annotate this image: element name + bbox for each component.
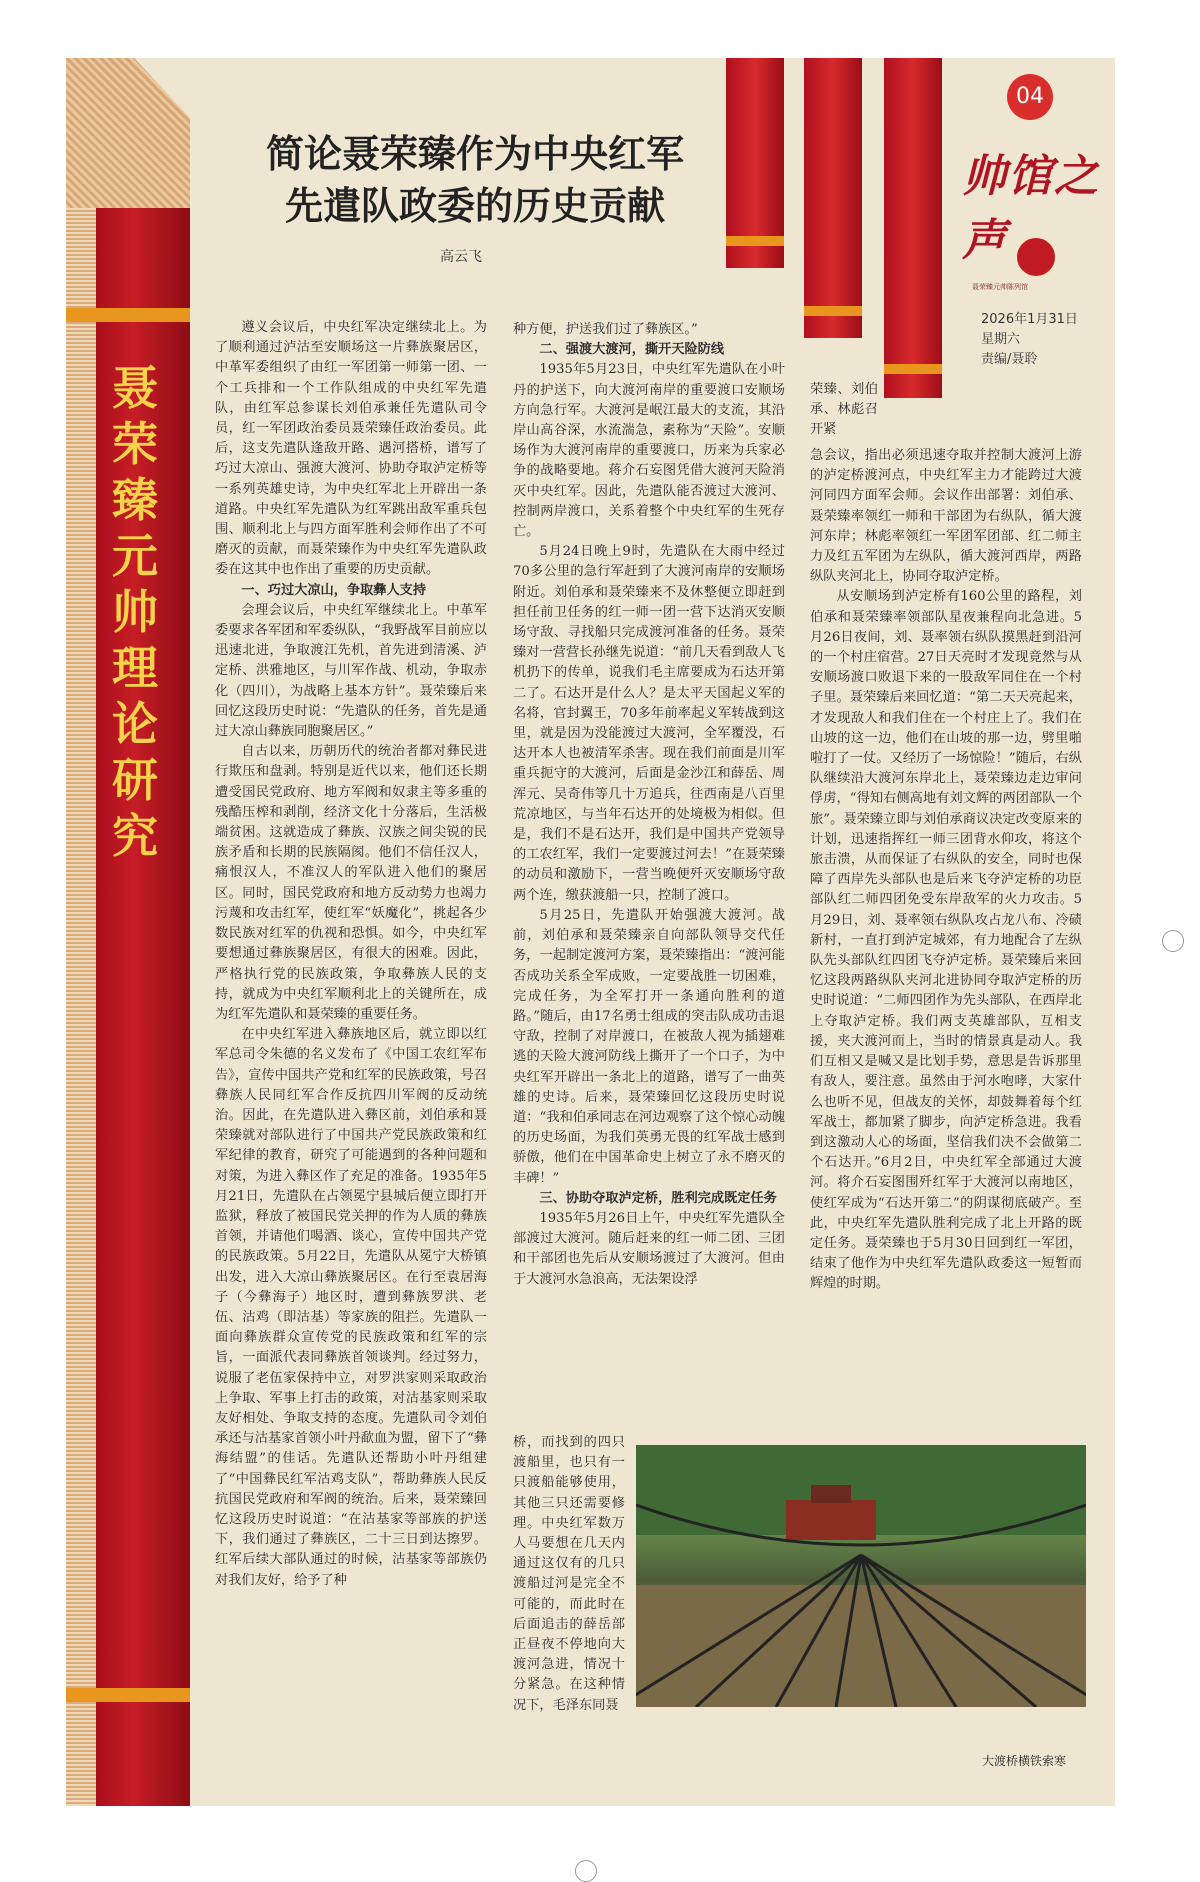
article-paragraph: 会理会议后，中央红军继续北上。中革军委要求各军团和军委纵队，“我野战军目前应以迅速北进，争取渡江先机，首先进到清溪、泸定桥、洪雅地区，与川军作战、机动，争取赤化（四川），为战略上基本方针”。聂荣臻后来回忆这段历史时说：“先遣队的任务，首先是通过大凉山彝族同胞聚居区。” (215, 602, 487, 740)
article-paragraph: 1935年5月26日上午，中央红军先遣队全部渡过大渡河。随后赶来的红一师二团、三团和干部团也先后从安顺场渡过了大渡河。但由于大渡河水急浪高，无法架设浮 (513, 1210, 785, 1287)
issue-date: 2026年1月31日 (981, 312, 1078, 327)
article-paragraph: 自古以来，历朝历代的统治者都对彝民进行欺压和盘剥。特别是近代以来，他们还长期遭受国民党政府、地方军阀和奴隶主等多重的残酷压榨和剥削，经济文化十分落后，生活极端贫困。这就造成了彝族、汉族之间尖锐的民族矛盾和长期的民族隔阂。他们不信任汉人，痛恨汉人，不准汉人的军队进入他们的聚居区。同时，国民党政府和地方反动势力也竭力污蔑和攻击红军，使红军“妖魔化”，挑起各少数民族对红军的仇视和恐惧。如今，中央红军要想通过彝族聚居区，有很大的困难。因此，严格执行党的民族政策，争取彝族人民的支持，就成为中央红军顺利北上的关键所在，成为红军先遣队和聂荣臻的重要任务。 (215, 744, 487, 1022)
bridge-photo-illustration (636, 1445, 1086, 1707)
article-paragraph: 种方便，护送我们过了彝族区。” (513, 322, 698, 337)
headline-line: 简论聂荣臻作为中央红军 (265, 132, 684, 176)
article-paragraph: 桥，而找到的四只渡船里，也只有一只渡船能够使用，其他三只还需要修理。中央红军数万人马要想在几天内通过这仅有的几只渡船过河是完全不可能的，而此时在后面追击的薛岳部正昼夜不停地向大渡河急进，情况十分紧急。在这种情况下，毛泽东同聂 (513, 1435, 625, 1713)
vertical-title-char: 研 (112, 753, 158, 807)
section-heading: 一、巧过大凉山，争取彝人支持 (241, 582, 427, 598)
issue-weekday: 星期六 (981, 332, 1021, 347)
headline-line: 先遣队政委的历史贡献 (284, 184, 665, 228)
registration-mark (1162, 930, 1184, 952)
article-column-3 (810, 446, 1082, 1295)
ribbon (804, 58, 862, 338)
section-heading: 三、协助夺取泸定桥，胜利完成既定任务 (539, 1190, 777, 1206)
article-paragraph: 5月24日晚上9时，先遣队在大雨中经过70多公里的急行军赶到了大渡河南岸的安顺场附近。刘伯承和聂荣臻来不及休整便立即赶到担任前卫任务的红一师一团一营下达消灭安顺场守敌、寻找船只完成渡河准备的任务。聂荣臻对一营营长孙继先说道：“前几天看到敌人飞机扔下的传单，说我们毛主席要成为石达开第二了。石达开是什么人？是太平天国起义军的名将，官封翼王，70多年前率起义军转战到这里，就是因为没能渡过大渡河，全军覆没，石达开本人也被清军杀害。现在我们前面是川军重兵扼守的大渡河，后面是金沙江和薛岳、周浑元、吴奇伟等几十万追兵，往西南是八百里荒凉地区，与当年石达开的处境极为相似。但是，我们不是石达开，我们是中国共产党领导的工农红军，我们一定要渡过河去！”在聂荣臻的动员和激励下，一营当晚便歼灭安顺场守敌两个连，缴获渡船一只，控制了渡口。 (513, 544, 785, 903)
book-pages-edge (66, 208, 96, 1806)
book-pages-top (66, 58, 190, 208)
vertical-title-char: 臻 (112, 473, 158, 527)
vertical-title-char: 论 (112, 697, 158, 751)
photo-caption: 大渡桥横铁索寒 (982, 1754, 1067, 1768)
article-paragraph: 荣臻、刘伯承、林彪召开紧 (810, 382, 878, 438)
article-column-2 (513, 320, 785, 1290)
vertical-title-char: 帅 (112, 585, 158, 639)
museum-emblem-icon (1015, 236, 1057, 278)
article-paragraph: 从安顺场到泸定桥有160公里的路程，刘伯承和聂荣臻率领部队星夜兼程向北急进。5月26日夜间，刘、聂率领右纵队摸黑赶到沿河的一个村庄宿营。27日天亮时才发现竟然与从安顺场渡口败退下来的一股敌军同住在一个村子里。聂荣臻后来回忆道：“第二天天亮起来，才发现敌人和我们住在一个村庄上了。我们在山坡的这一边，他们在山坡的那一边，劈里啪啦打了一仗。又经历了一场惊险！”随后，右纵队继续沿大渡河东岸北上，聂荣臻边走边审问俘虏，“得知右侧高地有刘文辉的两团部队一个旅”。聂荣臻立即与刘伯承商议决定改变原来的计划，迅速指挥红一师三团背水仰攻，将这个旅击溃，从而保证了右纵队的安全，同时也保障了西岸先头部队也是后来飞夺泸定桥的功臣部队红二师四团免受东岸敌军的火力攻击。5月29日，刘、聂率领右纵队攻占龙八布、冷碛新村，一直打到泸定城郊，有力地配合了左纵队先头部队红四团飞夺泸定桥。聂荣臻后来回忆这段两路纵队夹河北进协同夺取泸定桥的历史时说道：“二师四团作为先头部队，在西岸北上夺取泸定桥。我们两支英雄部队，互相支援，夹大渡河而上，当时的情景真是动人。我们互相又是喊又是比划手势，意思是告诉那里有敌人，要注意。虽然由于河水咆哮，大家什么也听不见，但战友的关怀，却鼓舞着每个红军战士，都加紧了脚步，向泸定桥急进。我看到这激动人心的场面，坚信我们决不会做第二个石达开。”6月2日，中央红军全部通过大渡河。将介石妄图围歼红军于大渡河以南地区，使红军成为“石达开第二”的阴谋彻底破产。至此，中央红军先遣队胜利完成了北上开路的既定任务。聂荣臻也于5月30日回到红一军团，结束了他作为中央红军先遣队政委这一短暂而辉煌的时期。 (810, 589, 1082, 1292)
book-band (66, 1688, 190, 1702)
book-illustration (66, 58, 190, 1806)
vertical-title-char: 元 (112, 529, 158, 583)
article-paragraph: 遵义会议后，中央红军决定继续北上。为了顺利通过泸沽至安顺场这一片彝族聚居区，中革军委组织了由红一军团第一师第一团、一个工兵排和一个工作队组成的中央红军先遣队，由红军总参谋长刘伯承兼任先遣队司令员，红一军团政治委员聂荣臻任政治委员。此后，这支先遣队逢敌开路、遇河搭桥，谱写了巧过大凉山、强渡大渡河、协助夺取泸定桥等一系列英雄史诗，为中央红军北上开辟出一条道路。中央红军先遣队为红军跳出敌军重兵包围、顺利北上与四方面军胜利会师作出了不可磨灭的贡献，而聂荣臻作为中央红军先遣队政委在这其中也作出了重要的历史贡献。 (215, 320, 487, 578)
article-paragraph: 1935年5月23日，中央红军先遣队在小叶丹的护送下，向大渡河南岸的重要渡口安顺场方向急行军。大渡河是岷江最大的支流，其沿岸山高谷深，水流湍急，素称为“天险”。安顺场作为大渡河南岸的重要渡口，历来为兵家必争的战略要地。蒋介石妄图凭借大渡河天险消灭中央红军。因此，先遣队能否渡过大渡河、控制两岸渡口，关系着整个中央红军的生死存亡。 (513, 362, 785, 540)
emblem-text: 聂荣臻元帅陈列馆 (972, 283, 1028, 291)
issue-editor: 责编/聂聆 (981, 352, 1038, 367)
vertical-title-char: 究 (112, 809, 158, 863)
article-column-1 (215, 318, 487, 1591)
article-author: 高云飞 (440, 249, 482, 265)
issue-meta (981, 310, 1078, 370)
vertical-section-title (100, 360, 170, 864)
page-number-badge: 04 (1007, 74, 1053, 120)
article-paragraph: 5月25日，先遣队开始强渡大渡河。战前，刘伯承和聂荣臻亲自向部队领导交代任务，一起制定渡河方案，聂荣臻指出：“渡河能否成功关系全军成败，一定要战胜一切困难，完成任务，为全军打开一条通向胜利的道路。”随后，由17名勇士组成的突击队成功击退守敌，控制了对岸渡口，在被敌人视为插翅难逃的天险大渡河防线上撕开了一个口子，为中央红军开辟出一条北上的道路，谱写了一曲英雄的史诗。后来，聂荣臻回忆这段历史时说道：“我和伯承同志在河边观察了这个惊心动魄的历史场面，为我们英勇无畏的红军战士感到骄傲，他们在中国革命史上树立了永不磨灭的丰碑！” (513, 907, 785, 1186)
dadu-bridge-photo (636, 1445, 1086, 1707)
vertical-title-char: 荣 (112, 417, 158, 471)
book-band (66, 308, 190, 322)
ribbon (884, 58, 942, 398)
vertical-title-char: 聂 (112, 361, 158, 415)
article-headline (215, 128, 735, 232)
article-column-3-top (810, 380, 878, 441)
article-column-2-narrow (513, 1433, 625, 1716)
column-brand-calligraphy: 帅馆之声 (962, 151, 1100, 266)
section-heading: 二、强渡大渡河，撕开天险防线 (539, 342, 725, 358)
article-paragraph: 在中央红军进入彝族地区后，就立即以红军总司令朱德的名义发布了《中国工农红军布告》，宣传中国共产党和红军的民族政策，号召彝族人民同红军合作反抗四川军阀的反动统治。因此，在先遣队进入彝区前，刘伯承和聂荣臻就对部队进行了中国共产党民族政策和红军纪律的教育，研究了可能遇到的各种问题和对策，为进入彝区作了充足的准备。1935年5月21日，先遣队在占领冕宁县城后便立即打开监狱，释放了被国民党关押的作为人质的彝族首领，并请他们喝酒、谈心，宣传中国共产党的民族政策。5月22日，先遣队从冕宁大桥镇出发，进入大凉山彝族聚居区。在行至袁居海子（今彝海子）地区时，遭到彝族罗洪、老伍、沽鸡（即沽基）等家族的阻拦。先遣队一面向彝族群众宣传党的民族政策和红军的宗旨，一面派代表同彝族首领谈判。经过努力，说服了老伍家保持中立，对罗洪家则采取政治上争取、军事上打击的政策，对沽基家则采取友好相处、争取支持的态度。先遣队司令刘伯承还与沽基家首领小叶丹歃血为盟，留下了“彝海结盟”的佳话。先遣队还帮助小叶丹组建了“中国彝民红军沽鸡支队”，帮助彝族人民反抗国民党政府和军阀的统治。后来，聂荣臻回忆这段历史时说道：“在沽基家等部族的护送下，我们通过了彝族区，二十三日到达擦罗。红军后续大部队通过的时候，沽基家等部族仍对我们友好，给予了种 (215, 1027, 487, 1588)
vertical-title-char: 理 (112, 641, 158, 695)
article-paragraph: 急会议，指出必须迅速夺取并控制大渡河上游的泸定桥渡河点，中央红军主力才能跨过大渡河同四方面军会师。会议作出部署：刘伯承、聂荣臻率领红一师和干部团为右纵队，循大渡河东岸；林彪率领红一军团军团部、红二师主力及红五军团为左纵队，循大渡河西岸，两路纵队夹河北上，协同夺取泸定桥。 (810, 448, 1082, 585)
